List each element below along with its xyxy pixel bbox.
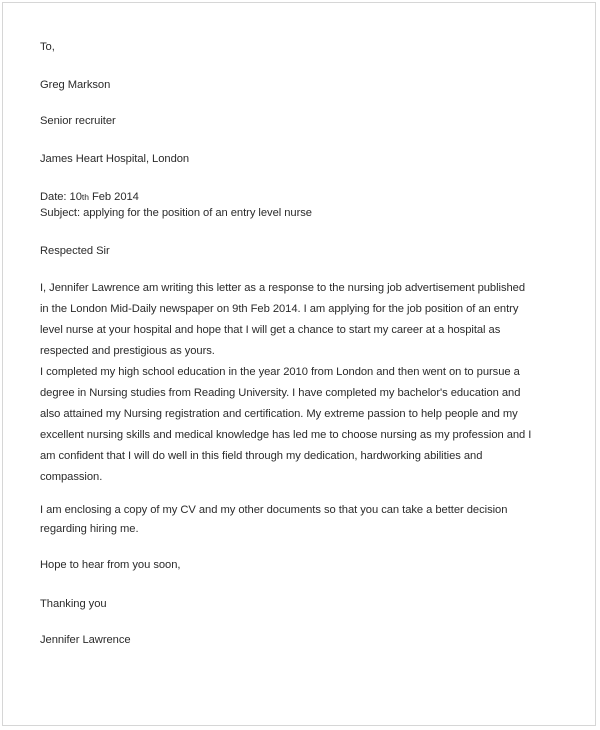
recipient-organization: James Heart Hospital, London xyxy=(40,153,190,165)
paragraph-2-line-4: excellent nursing skills and medical knowledge has led me to choose nursing as my profession and I xyxy=(40,429,532,441)
date-prefix: Date: 10 xyxy=(40,191,82,203)
date-ordinal: th xyxy=(81,192,89,202)
paragraph-1-line-4: respected and prestigious as yours. xyxy=(40,345,215,357)
paragraph-2-line-5: am confident that I will do well in this field through my dedication, hardworking abilities and xyxy=(40,450,483,462)
paragraph-2-line-6: compassion. xyxy=(40,471,103,483)
signature-name: Jennifer Lawrence xyxy=(40,634,131,646)
paragraph-1-line-1: I, Jennifer Lawrence am writing this letter as a response to the nursing job advertisement published xyxy=(40,282,526,294)
paragraph-2-line-3: also attained my Nursing registration and certification. My extreme passion to help people and my xyxy=(40,408,518,420)
letter-subject: Subject: applying for the position of an entry level nurse xyxy=(40,207,312,219)
paragraph-2-line-1: I completed my high school education in the year 2010 from London and then went on to pursue a xyxy=(40,366,520,378)
paragraph-3-line-1: I am enclosing a copy of my CV and my other documents so that you can take a better decision xyxy=(40,504,508,516)
closing-line: Hope to hear from you soon, xyxy=(40,559,181,571)
date-rest: Feb 2014 xyxy=(88,191,139,203)
paragraph-2-line-2: degree in Nursing studies from Reading University. I have completed my bachelor's education and xyxy=(40,387,521,399)
recipient-title: Senior recruiter xyxy=(40,115,116,127)
recipient-name: Greg Markson xyxy=(40,79,111,91)
letter-greeting: Respected Sir xyxy=(40,245,110,257)
paragraph-1-line-3: level nurse at your hospital and hope that I will get a chance to start my career at a hospital as xyxy=(40,324,501,336)
salutation-to: To, xyxy=(40,41,55,53)
paragraph-3-line-2: regarding hiring me. xyxy=(40,523,139,535)
letter-date xyxy=(40,189,139,205)
paragraph-1-line-2: in the London Mid-Daily newspaper on 9th Feb 2014. I am applying for the job position of an entry xyxy=(40,303,519,315)
thanking-line: Thanking you xyxy=(40,598,107,610)
letter-page xyxy=(2,2,596,726)
